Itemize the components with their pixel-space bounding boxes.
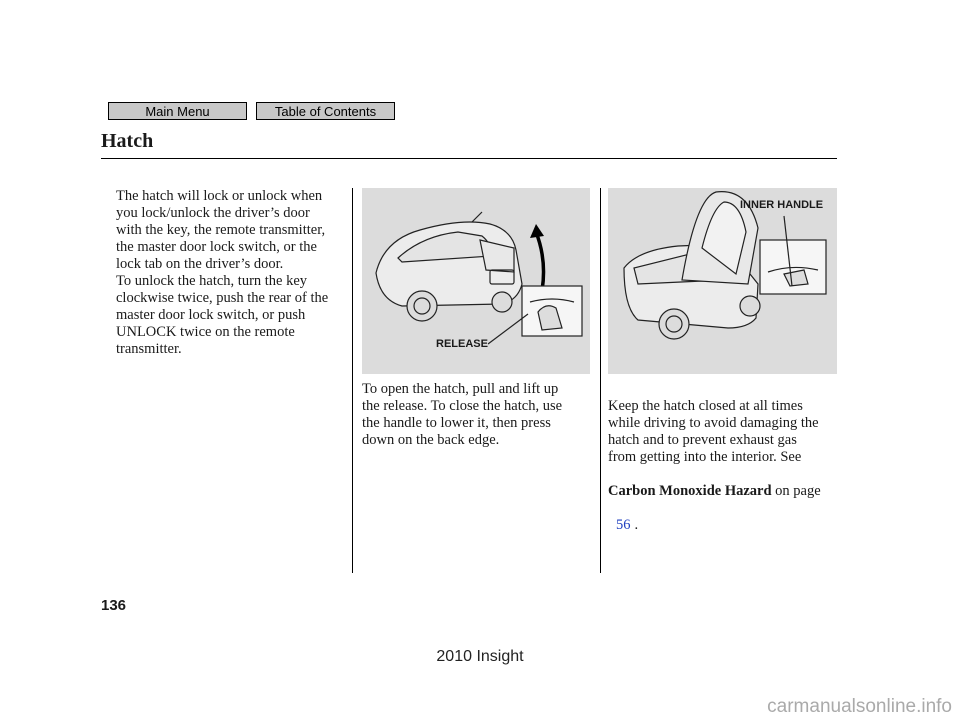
exhaust-warning-text: Keep the hatch closed at all times while driving to avoid damaging the hatch and to prevent exhaust gas from getting into the interior. See bbox=[608, 398, 819, 465]
column-divider-2 bbox=[600, 188, 601, 573]
title-rule bbox=[101, 158, 837, 159]
cross-reference-line bbox=[608, 483, 821, 500]
exhaust-warning-paragraph bbox=[608, 381, 821, 551]
car-open-hatch-drawing bbox=[608, 188, 837, 374]
open-close-paragraph: To open the hatch, pull and lift up the release. To close the hatch, use the handle to lower it, then press down on the back edge. bbox=[362, 381, 563, 448]
inner-handle-illustration bbox=[608, 188, 837, 374]
unlock-paragraph: To unlock the hatch, turn the key clockwise twice, push the rear of the master door lock switch, or push UNLOCK twice on the remote transmitter. bbox=[116, 273, 329, 357]
model-footer: 2010 Insight bbox=[436, 648, 524, 665]
page-56-link[interactable]: 56 bbox=[616, 517, 631, 533]
watermark: carmanualsonline.info bbox=[767, 696, 952, 717]
period-text: . bbox=[634, 517, 639, 533]
table-of-contents-button[interactable]: Table of Contents bbox=[256, 102, 395, 120]
on-page-text: on page bbox=[771, 483, 821, 499]
lock-paragraph: The hatch will lock or unlock when you lock/unlock the driver’s door with the key, the remote transmitter, the master door lock switch, or the lock tab on the driver’s door. bbox=[116, 188, 326, 272]
page-title: Hatch bbox=[101, 130, 154, 152]
release-illustration bbox=[362, 188, 590, 374]
carbon-monoxide-reference: Carbon Monoxide Hazard bbox=[608, 483, 772, 499]
page-number: 136 bbox=[101, 597, 127, 614]
release-label: RELEASE bbox=[436, 338, 488, 350]
column-divider-1 bbox=[352, 188, 353, 573]
main-menu-button[interactable]: Main Menu bbox=[108, 102, 247, 120]
inner-handle-label: INNER HANDLE bbox=[740, 199, 824, 211]
